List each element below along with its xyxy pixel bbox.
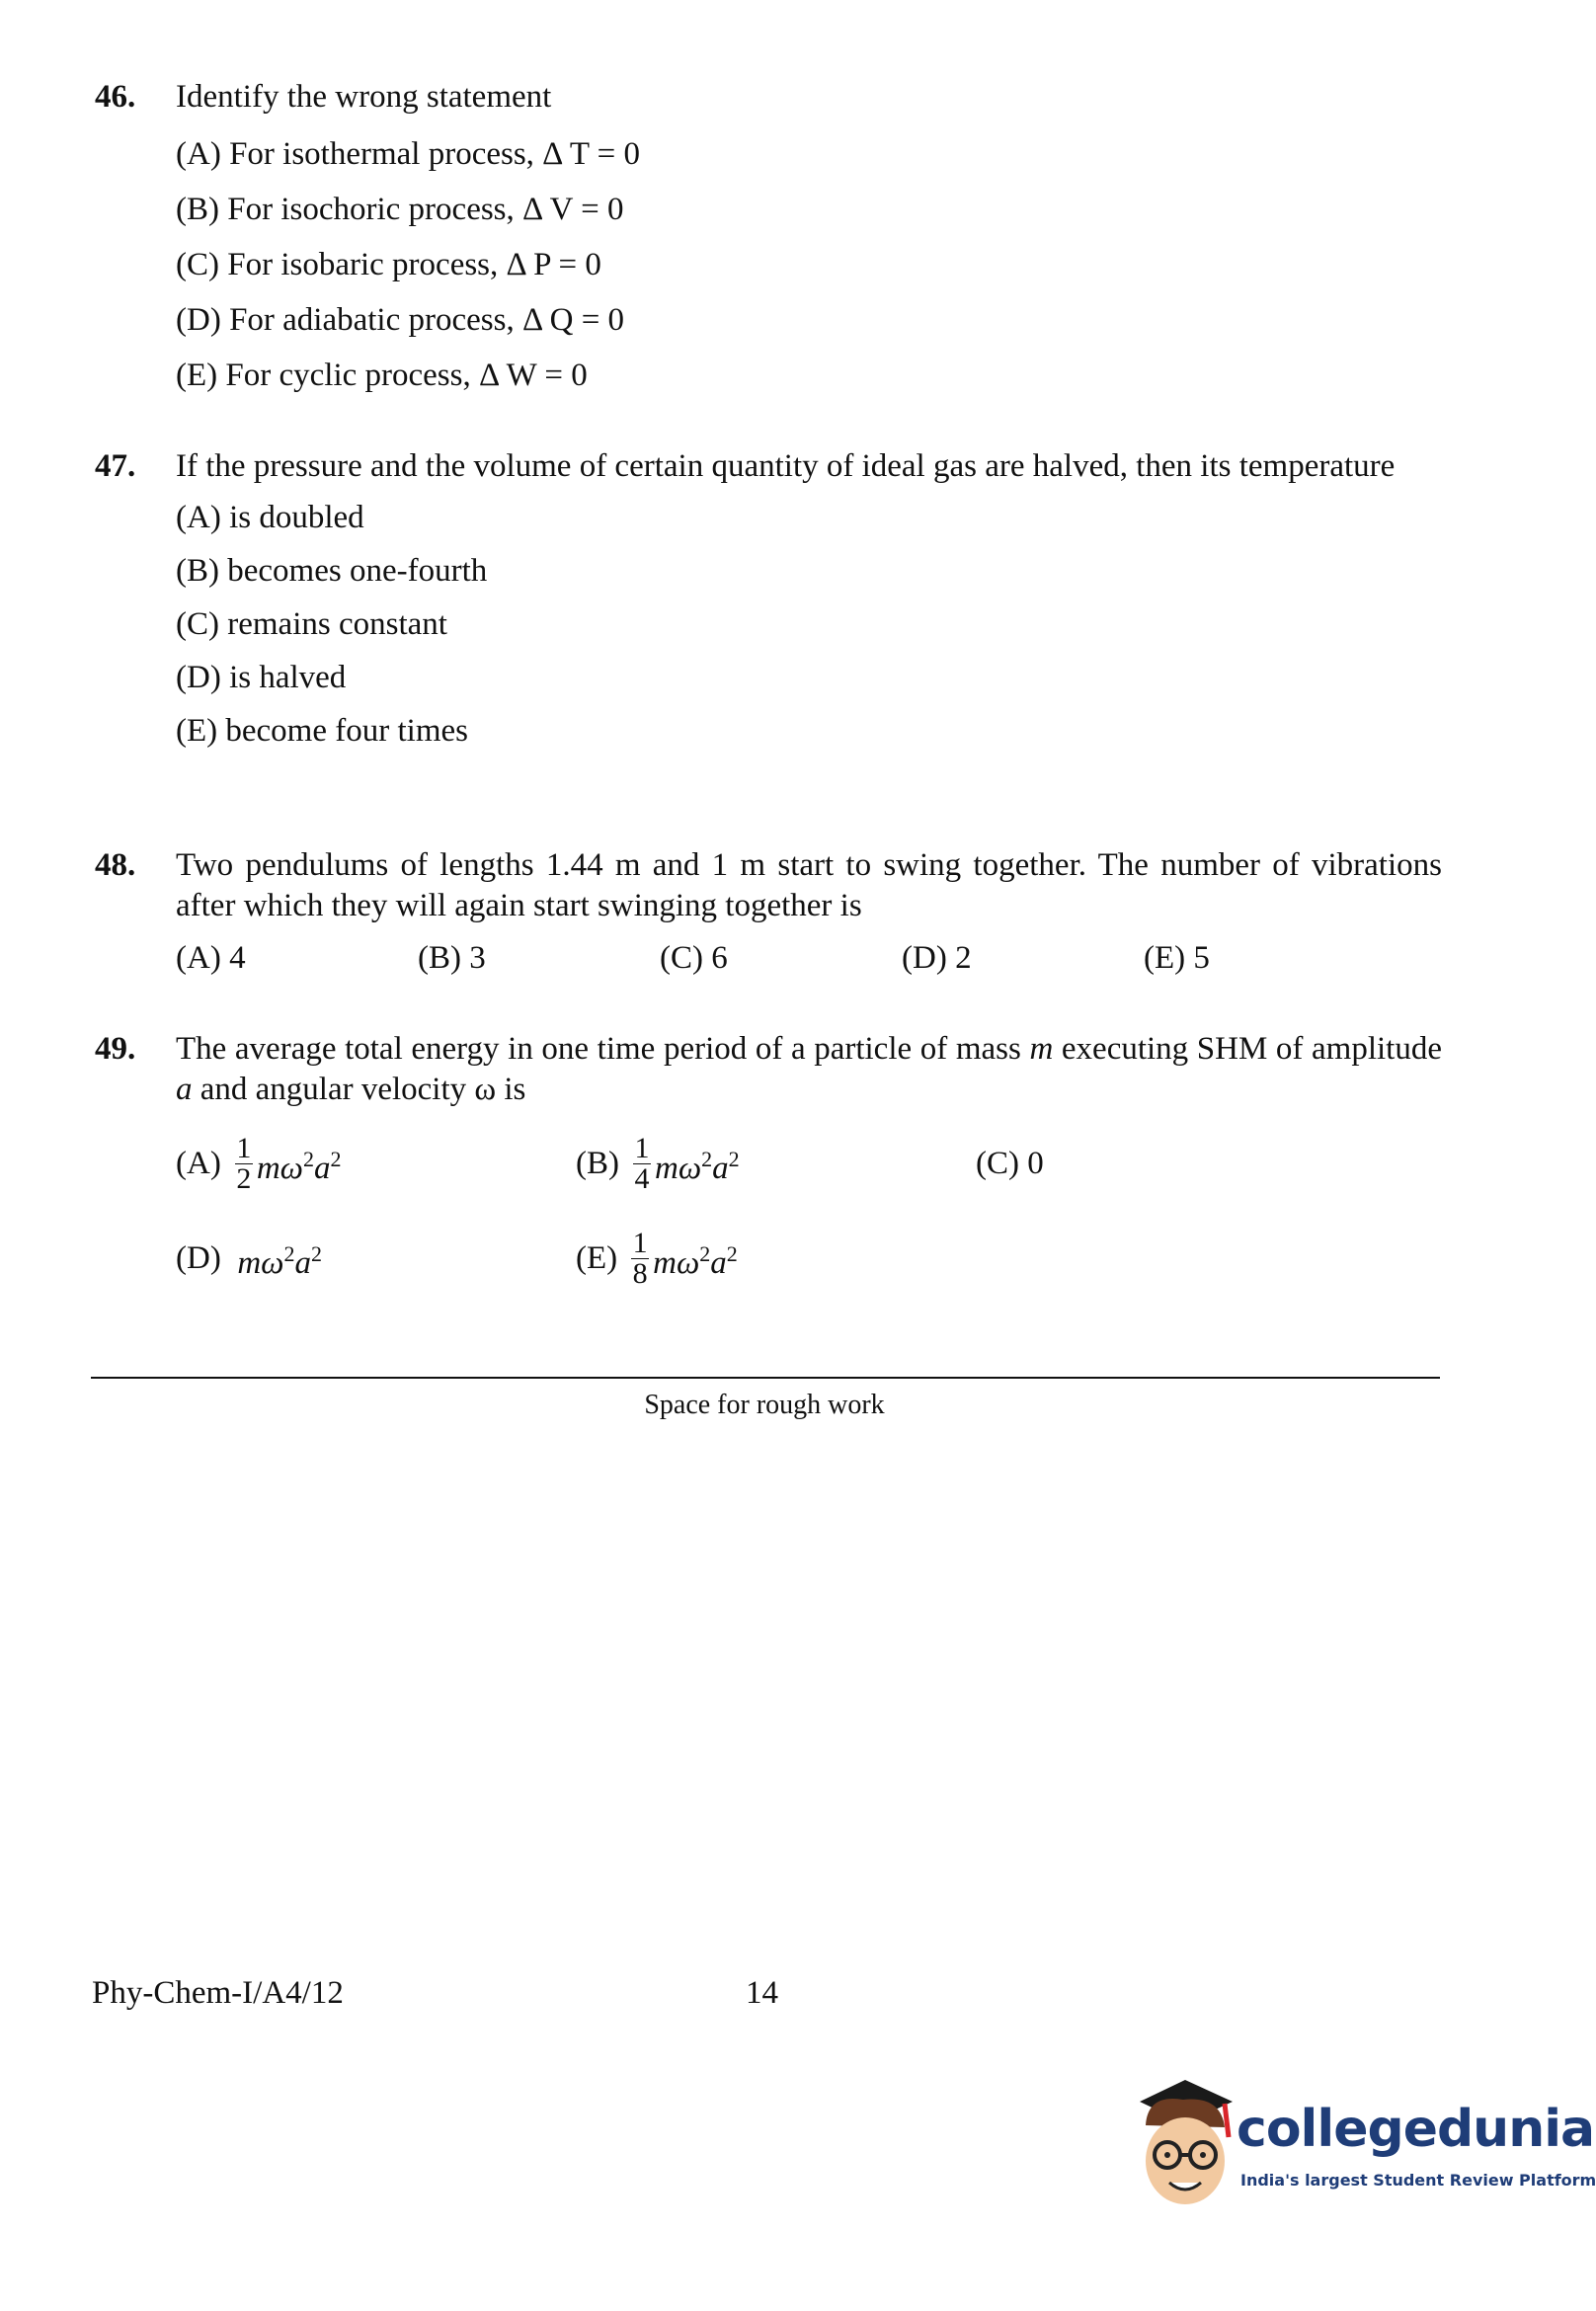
option-c: (C) remains constant — [176, 606, 447, 642]
option-c: (C) 6 — [660, 940, 728, 976]
question-number: 49. — [95, 1031, 136, 1067]
question-47 — [95, 446, 1442, 757]
option-e: (E) $\frac{1}{8}$ $m\omega^2a^2$ — [576, 1226, 738, 1290]
option-e: (E) become four times — [176, 713, 468, 749]
mascot-icon — [1126, 2074, 1244, 2232]
option-d: (D) $m\omega^2a^2$ — [176, 1239, 322, 1281]
question-text: Identify the wrong statement — [176, 79, 552, 115]
option-a: (A) $\frac{1}{2}$ $m\omega^2a^2$ — [176, 1131, 342, 1195]
question-number: 46. — [95, 79, 136, 115]
page-number: 14 — [746, 1975, 778, 2011]
option-d: (D) is halved — [176, 660, 347, 695]
option-c: (C) 0 — [976, 1145, 1044, 1181]
question-number: 48. — [95, 847, 136, 883]
option-d: (D) 2 — [902, 940, 972, 976]
rough-work-label: Space for rough work — [644, 1390, 885, 1420]
option-a: (A) 4 — [176, 940, 246, 976]
option-e: (E) For cyclic process, Δ W = 0 — [176, 358, 588, 393]
option-b: (B) becomes one-fourth — [176, 553, 488, 589]
question-49 — [95, 1029, 1442, 1306]
question-text: Two pendulums of lengths 1.44 m and 1 m start to swing together. The number of vibrations after which they will again start swinging together is — [176, 847, 1442, 923]
option-a: (A) For isothermal process, Δ T = 0 — [176, 136, 640, 172]
collegedunia-logo — [1126, 2074, 1596, 2232]
question-text: The average total energy in one time period of a particle of mass m executing SHM of amplitude a and angular velocity ω is — [176, 1031, 1442, 1107]
brand-tagline: India's largest Student Review Platform — [1240, 2171, 1596, 2190]
fraction: $\frac{1}{8}$ — [632, 1226, 648, 1290]
option-e: (E) 5 — [1144, 940, 1210, 976]
option-c: (C) For isobaric process, Δ P = 0 — [176, 247, 601, 282]
option-b: (B) For isochoric process, Δ V = 0 — [176, 192, 624, 227]
question-48 — [95, 845, 1442, 986]
fraction: $\frac{1}{2}$ — [236, 1131, 252, 1195]
option-b: (B) 3 — [418, 940, 486, 976]
divider — [91, 1377, 1440, 1379]
option-b: (B) $\frac{1}{4}$ $m\omega^2a^2$ — [576, 1131, 740, 1195]
paper-code: Phy-Chem-I/A4/12 — [92, 1975, 344, 2011]
fraction: $\frac{1}{4}$ — [634, 1131, 650, 1195]
option-a: (A) is doubled — [176, 500, 364, 535]
question-text: If the pressure and the volume of certain quantity of ideal gas are halved, then its temperature — [176, 448, 1396, 484]
brand-name: collegedunia — [1237, 2100, 1595, 2159]
question-number: 47. — [95, 448, 136, 484]
question-46 — [95, 77, 1442, 403]
option-d: (D) For adiabatic process, Δ Q = 0 — [176, 302, 625, 338]
